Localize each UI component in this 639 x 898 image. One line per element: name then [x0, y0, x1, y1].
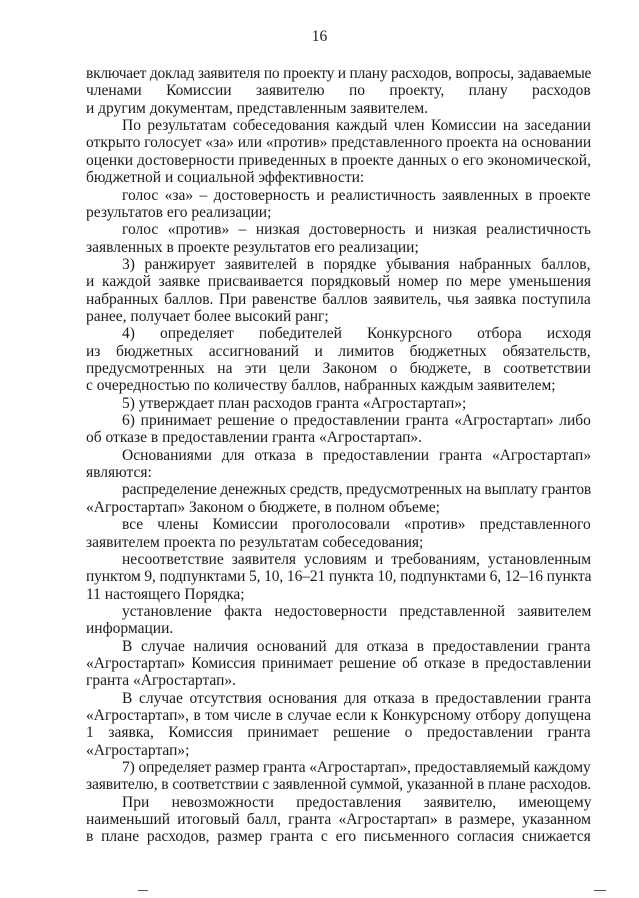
text-line: «Агростартап» Законом о бюджете, в полном объеме; — [86, 498, 440, 516]
text-line: голос «за» – достоверность и реалистичность заявленных в проекте — [122, 186, 591, 204]
text-line: «Агростартап»; — [86, 741, 190, 759]
text-line: пунктом 9, подпунктами 5, 10, 16–21 пункта 10, подпунктами 6, 12–16 пункта — [86, 568, 592, 586]
text-line: заявителю, в соответствии с заявленной суммой, указанной в плане расходов. — [86, 776, 592, 794]
text-line: предусмотренных на эти цели Законом о бюджете, в соответствии — [86, 360, 591, 377]
text-line: В случае наличия оснований для отказа в предоставлении гранта — [122, 637, 591, 655]
text-line: об отказе в предоставлении гранта «Агростартап». — [86, 429, 423, 447]
text-line: членами Комиссии заявителю по проекту, плану расходов — [86, 82, 591, 100]
text-line: «Агростартап», в том числе в случае если к Конкурсному отбору допущена — [86, 707, 591, 724]
text-line: все члены Комиссии проголосовали «против» представленного — [122, 516, 591, 534]
text-line: голос «против» – низкая достоверность и низкая реалистичность — [122, 221, 591, 239]
text-line: информации. — [86, 620, 174, 638]
text-line: ранее, получает более высокий ранг; — [86, 307, 329, 325]
text-line: включает доклад заявителя по проекту и плану расходов, вопросы, задаваемые — [86, 65, 592, 82]
text-line: 1 заявка, Комиссия принимает решение о предоставлении гранта — [86, 724, 591, 742]
text-line: открыто голосует «за» или «против» представленного проекта на основании — [86, 134, 592, 152]
text-line: гранта «Агростартап». — [86, 672, 237, 690]
text-line: При невозможности предоставления заявителю, имеющему — [122, 793, 592, 811]
text-line: 6) принимает решение о предоставлении гранта «Агростартап» либо — [122, 412, 591, 429]
text-line: заявителем проекта по результатам собеседования; — [86, 533, 424, 551]
text-line: установление факта недостоверности представленной заявителем — [122, 602, 592, 620]
text-line: наименьший итоговый балл, гранта «Агростартап» в размере, указанном — [86, 811, 591, 829]
text-line: и каждой заявке присваивается порядковый номер по мере уменьшения — [86, 273, 591, 291]
text-line: распределение денежных средств, предусмотренных на выплату грантов — [122, 481, 592, 499]
text-line: набранных баллов. При равенстве баллов заявитель, чья заявка поступила — [86, 290, 591, 308]
text-line: По результатам собеседования каждый член Комиссии на заседании — [122, 117, 591, 135]
text-line: Основаниями для отказа в предоставлении гранта «Агростартап» — [122, 446, 592, 464]
footer-mark-left — [138, 890, 148, 891]
text-line: в плане расходов, размер гранта с его письменного согласия снижается — [86, 828, 591, 846]
page-number: 16 — [311, 28, 328, 45]
text-line: 11 настоящего Порядка; — [86, 585, 245, 603]
text-line: оценки достоверности приведенных в проекте данных о его экономической, — [86, 151, 591, 169]
text-line: 4) определяет победителей Конкурсного отбора исходя — [122, 325, 592, 343]
text-line: В случае отсутствия основания для отказа в предоставлении гранта — [122, 689, 592, 707]
text-line: с очередностью по количеству баллов, набранных каждым заявителем; — [86, 377, 556, 395]
text-line: 5) утверждает план расходов гранта «Агростартап»; — [122, 394, 467, 412]
text-line: несоответствие заявителя условиям и требованиям, установленным — [122, 550, 592, 568]
text-line: заявленных в проекте результатов его реализации; — [86, 238, 419, 256]
text-line: из бюджетных ассигнований и лимитов бюджетных обязательств, — [86, 342, 591, 360]
text-line: и другим документам, представленным заявителем. — [86, 99, 429, 117]
text-line: 7) определяет размер гранта «Агростартап», предоставляемый каждому — [122, 759, 591, 776]
text-line: являются: — [86, 464, 152, 482]
text-line: бюджетной и социальной эффективности: — [86, 169, 365, 187]
text-line: результатов его реализации; — [86, 203, 272, 221]
footer-mark-right — [594, 890, 606, 891]
text-line: 3) ранжирует заявителей в порядке убывания набранных баллов, — [122, 255, 591, 273]
text-line: «Агростартап» Комиссия принимает решение об отказе в предоставлении — [86, 654, 592, 672]
